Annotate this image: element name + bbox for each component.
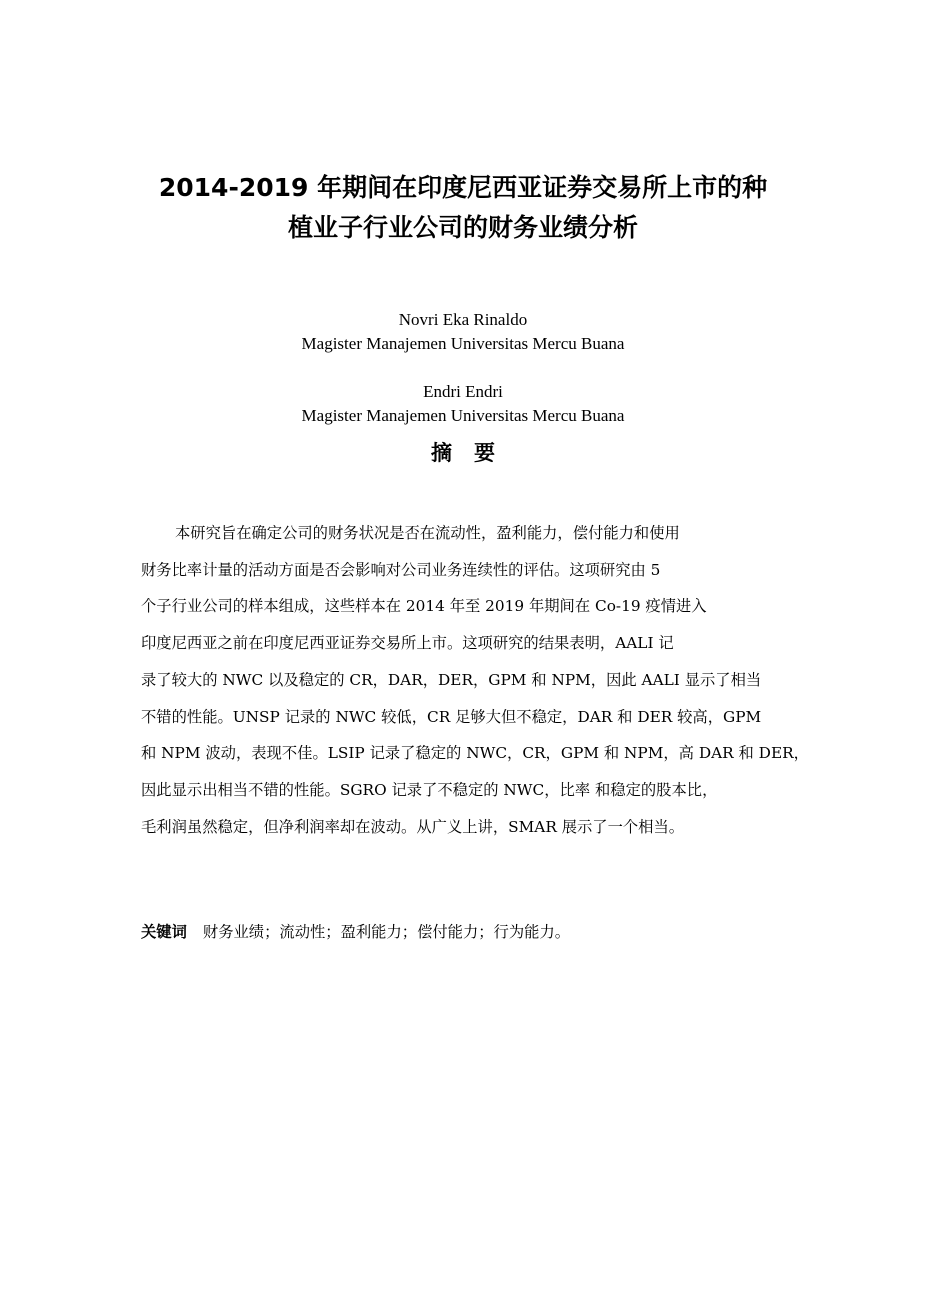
abstract-line: 和 NPM 波动，表现不佳。LSIP 记录了稳定的 NWC，CR，GPM 和 NPM，高 DAR 和 DER， [141, 744, 809, 763]
abstract-body [141, 515, 809, 845]
author-affiliation: Magister Manajemen Universitas Mercu Buana [301, 334, 625, 353]
author-block-2 [0, 380, 926, 428]
author-name: Endri Endri [423, 382, 503, 401]
title-line-2: 植业子行业公司的财务业绩分析 [287, 213, 638, 242]
abstract-line: 本研究旨在确定公司的财务状况是否在流动性，盈利能力，偿付能力和使用 [175, 524, 680, 542]
keywords-label: 关键词 [141, 923, 187, 941]
abstract-line: 个子行业公司的样本组成，这些样本在 2014 年至 2019 年期间在 Co-19 疫情进入 [141, 597, 707, 616]
author-block-1 [0, 308, 926, 356]
abstract-line: 因此显示出相当不错的性能。SGRO 记录了不稳定的 NWC，比率 和稳定的股本比， [141, 780, 718, 799]
abstract-heading: 摘要 [431, 441, 517, 465]
abstract-line: 不错的性能。UNSP 记录的 NWC 较低，CR 足够大但不稳定，DAR 和 DER 较高，GPM [141, 707, 762, 726]
keywords [141, 917, 789, 947]
keywords-text: 财务业绩；流动性；盈利能力；偿付能力；行为能力。 [202, 923, 571, 941]
abstract-line: 财务比率计量的活动方面是否会影响对公司业务连续性的评估。这项研究由 5 [141, 560, 661, 579]
title-line-1: 2014-2019 年期间在印度尼西亚证券交易所上市的种 [158, 173, 768, 202]
author-name: Novri Eka Rinaldo [398, 310, 528, 329]
abstract-line: 毛利润虽然稳定，但净利润率却在波动。从广义上讲，SMAR 展示了一个相当。 [141, 817, 685, 836]
paper-title [130, 168, 796, 248]
abstract-line: 印度尼西亚之前在印度尼西亚证券交易所上市。这项研究的结果表明，AALI 记 [141, 634, 674, 653]
abstract-line: 录了较大的 NWC 以及稳定的 CR，DAR，DER，GPM 和 NPM，因此 AALI 显示了相当 [141, 670, 762, 689]
author-affiliation: Magister Manajemen Universitas Mercu Buana [301, 406, 625, 425]
